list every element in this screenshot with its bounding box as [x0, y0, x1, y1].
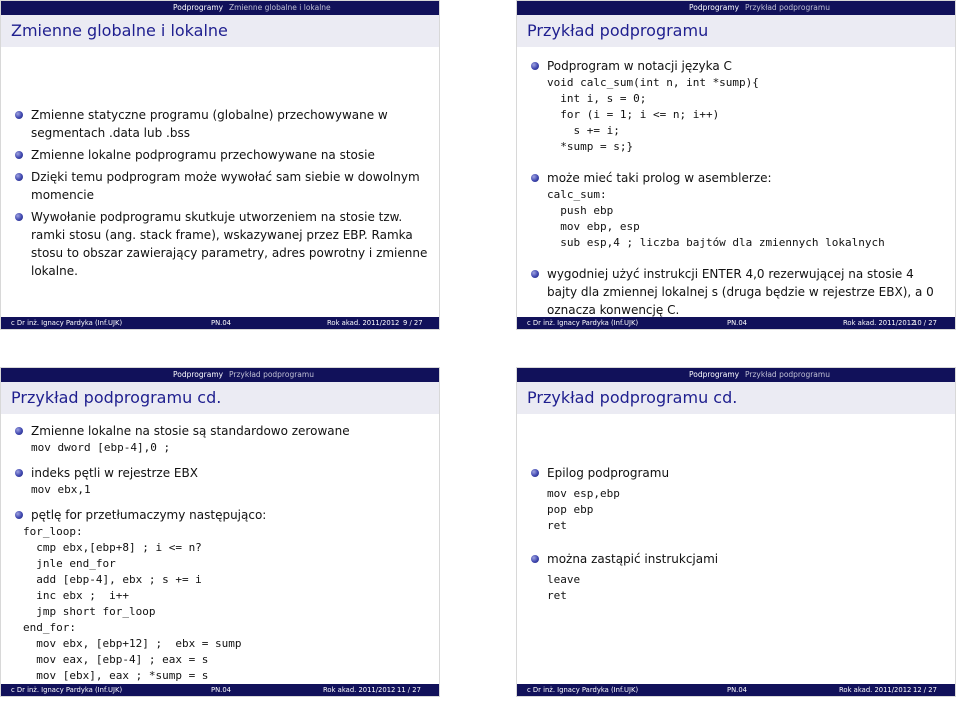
bullet-item — [531, 169, 945, 251]
slide-footer — [1, 317, 439, 329]
bullet-item — [531, 265, 945, 319]
footer-author: c Dr inż. Ignacy Pardyka (Inf.UJK) — [527, 686, 639, 694]
ball-bullet-icon — [15, 151, 23, 159]
nav-subsection[interactable]: Przykład podprogramu — [229, 370, 314, 379]
bullet-text: Zmienne lokalne na stosie są standardowo zerowane — [31, 424, 350, 438]
ball-bullet-icon — [531, 555, 539, 563]
bullet-item — [15, 146, 429, 164]
bullet-text: indeks pętli w rejestrze EBX — [31, 466, 198, 480]
code-block: for_loop: cmp ebx,[ebp+8] ; i <= n? jnle end_for add [ebp-4], ebx ; s += i inc ebx ; i++ jmp short for_loop end_for: mov ebx, [ebp+12] ; ebx = sump mov eax, [ebp-4] ; eax = s mov [ebx], eax ; *sump = s — [23, 525, 242, 682]
footer-page: 10 / 27 — [913, 319, 937, 327]
nav-bar — [1, 368, 439, 382]
slide-footer — [1, 684, 439, 696]
footer-page: 12 / 27 — [913, 686, 937, 694]
footer-year: Rok akad. 2011/2012 — [839, 686, 912, 694]
bullet-text: może mieć taki prolog w asemblerze: — [547, 171, 772, 185]
bullet-item — [531, 464, 945, 534]
nav-section[interactable]: Podprogramy — [173, 3, 224, 12]
footer-year: Rok akad. 2011/2012 — [843, 319, 916, 327]
nav-section[interactable]: Podprogramy — [689, 3, 740, 12]
footer-course: PN.04 — [727, 319, 747, 327]
footer-course: PN.04 — [727, 686, 747, 694]
slide-10 — [516, 0, 956, 330]
bullet-text: Podprogram w notacji języka C — [547, 59, 732, 73]
footer-author: c Dr inż. Ignacy Pardyka (Inf.UJK) — [11, 686, 123, 694]
code-block: mov dword [ebp-4],0 ; — [31, 441, 171, 454]
footer-year: Rok akad. 2011/2012 — [323, 686, 396, 694]
nav-subsection[interactable]: Zmienne globalne i lokalne — [229, 3, 331, 12]
code-block: void calc_sum(int n, int *sump){ int i, s = 0; for (i = 1; i <= n; i++) s += i; *sump = s;} — [547, 76, 759, 153]
ball-bullet-icon — [15, 511, 23, 519]
nav-section[interactable]: Podprogramy — [173, 370, 224, 379]
code-block: leave ret — [547, 573, 581, 602]
ball-bullet-icon — [15, 111, 23, 119]
bullet-text: pętlę for przetłumaczymy następująco: — [31, 508, 267, 522]
slide-footer — [517, 684, 955, 696]
bullet-item — [15, 208, 429, 280]
nav-bar — [517, 368, 955, 382]
ball-bullet-icon — [15, 173, 23, 181]
nav-section[interactable]: Podprogramy — [689, 370, 740, 379]
footer-author: c Dr inż. Ignacy Pardyka (Inf.UJK) — [527, 319, 639, 327]
ball-bullet-icon — [15, 469, 23, 477]
footer-year: Rok akad. 2011/2012 — [327, 319, 400, 327]
slide-title: Przykład podprogramu cd. — [1, 382, 439, 414]
ball-bullet-icon — [15, 427, 23, 435]
ball-bullet-icon — [531, 62, 539, 70]
slide-body — [15, 422, 429, 684]
bullet-item — [531, 550, 945, 604]
footer-course: PN.04 — [211, 319, 231, 327]
bullet-item — [15, 464, 429, 498]
code-block: mov ebx,1 — [31, 483, 91, 496]
bullet-text: Zmienne statyczne programu (globalne) przechowywane w segmentach .data lub .bss — [31, 108, 388, 140]
ball-bullet-icon — [531, 469, 539, 477]
code-block: calc_sum: push ebp mov ebp, esp sub esp,4 ; liczba bajtów dla zmiennych lokalnych — [547, 188, 885, 249]
bullet-text: Epilog podprogramu — [547, 466, 670, 480]
nav-bar — [517, 1, 955, 15]
slide-title: Zmienne globalne i lokalne — [1, 15, 439, 47]
slide-11 — [0, 367, 440, 697]
footer-page: 11 / 27 — [397, 686, 421, 694]
code-block: mov esp,ebp pop ebp ret — [547, 487, 620, 532]
slide-12 — [516, 367, 956, 697]
bullet-item — [15, 168, 429, 204]
slide-title: Przykład podprogramu — [517, 15, 955, 47]
bullet-item — [531, 57, 945, 155]
slide-title: Przykład podprogramu cd. — [517, 382, 955, 414]
slide-9 — [0, 0, 440, 330]
ball-bullet-icon — [531, 270, 539, 278]
nav-subsection[interactable]: Przykład podprogramu — [745, 370, 830, 379]
footer-page: 9 / 27 — [403, 319, 423, 327]
ball-bullet-icon — [15, 213, 23, 221]
bullet-text: Dzięki temu podprogram może wywołać sam siebie w dowolnym momencie — [31, 170, 420, 202]
bullet-text: Zmienne lokalne podprogramu przechowywane na stosie — [31, 148, 375, 162]
bullet-text: wygodniej użyć instrukcji ENTER 4,0 rezerwującej na stosie 4 bajty dla zmiennej lokalnej s (druga będzie w rejestrze EBX), a 0 oznacza konwencję C. — [547, 267, 934, 317]
footer-course: PN.04 — [211, 686, 231, 694]
bullet-item — [15, 422, 429, 456]
slide-body — [531, 57, 945, 319]
slide-body — [15, 106, 429, 280]
slide-footer — [517, 317, 955, 329]
bullet-text: Wywołanie podprogramu skutkuje utworzeniem na stosie tzw. ramki stosu (ang. stack frame), wskazywanej przez EBP. Ramka stosu to obszar zawierający parametry, adres powrotny i zmienne lokalne. — [31, 210, 428, 278]
nav-subsection[interactable]: Przykład podprogramu — [745, 3, 830, 12]
footer-author: c Dr inż. Ignacy Pardyka (Inf.UJK) — [11, 319, 123, 327]
bullet-item — [15, 506, 429, 684]
bullet-item — [15, 106, 429, 142]
bullet-text: można zastąpić instrukcjami — [547, 552, 719, 566]
nav-bar — [1, 1, 439, 15]
ball-bullet-icon — [531, 174, 539, 182]
slide-body — [531, 464, 945, 604]
